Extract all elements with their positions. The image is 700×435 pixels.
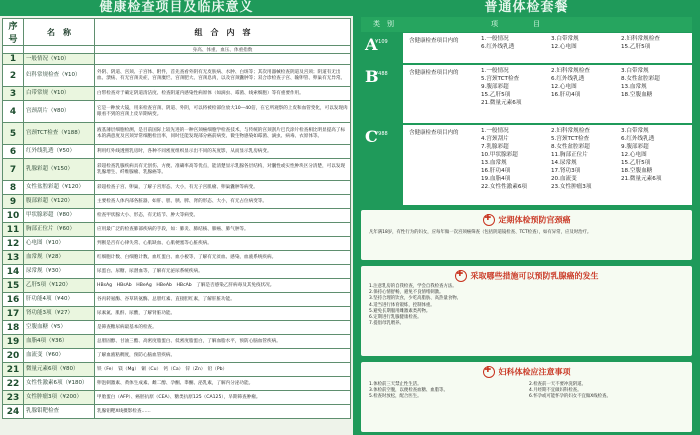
- row-desc: 它是一种放大镜，用来检查宫颈、阴道、外阴，可以将被检部位放大10—40倍，在它所观察的上皮和血管变化，可以发现肉眼看不到的宫颈上皮早期病变。: [95, 101, 351, 123]
- table-row: [3, 321, 351, 335]
- row-name: 妇科常规检查（¥10）: [24, 65, 95, 87]
- table-row: [3, 87, 351, 101]
- package-letter: C: [365, 127, 378, 146]
- table-row: [3, 209, 351, 223]
- row-desc: 判断是否有心律失常、心肌缺血、心肌梗塞等心脏疾病。: [95, 237, 351, 251]
- box-title: ✚妇科体检应注意事项: [361, 366, 692, 378]
- row-no: 14: [3, 265, 24, 279]
- left-title: 健康检查项目及临床意义: [0, 0, 353, 16]
- row-no: 5: [3, 123, 24, 145]
- package-item: 10.甲状腺彩超: [481, 152, 518, 158]
- package-item: 1.一般情况: [481, 128, 509, 134]
- list-item: 2.检查前一天不要冲洗阴道。: [529, 382, 586, 387]
- package-item: 17.肾功3项: [551, 168, 581, 174]
- row-no: 18: [3, 321, 24, 335]
- package-item: 2.妇科常规检查: [621, 36, 660, 42]
- package-item: 9.腹部彩超: [621, 144, 649, 150]
- table-row: [3, 181, 351, 195]
- row-name: 一般情况（¥10）: [24, 54, 95, 65]
- package-item: 12.心电图: [551, 84, 577, 90]
- row-no: 15: [3, 279, 24, 293]
- row-desc: 铁（Fe） 镁（Mg） 铜（Cu） 钙（Ca） 锌（Zn） 铅（Pb）: [95, 363, 351, 377]
- row-desc: 彩超检查子宫、卵巢，了解子宫形态、大小，有无子宫肌瘤、卵巢囊肿等病变。: [95, 181, 351, 195]
- list-item: 4.月经期不宜做妇科检查。: [529, 388, 582, 394]
- exam-table: [2, 18, 351, 419]
- package-item: 6.红外线乳透: [621, 136, 655, 142]
- package-letter: B: [365, 67, 379, 86]
- row-name: 宫颈TCT检查（¥188）: [24, 123, 95, 145]
- box-title: ✚定期体检预防宫颈癌: [361, 214, 692, 226]
- table-row: [3, 349, 351, 363]
- table-row: [3, 307, 351, 321]
- row-name: 红外线乳透（¥50）: [24, 145, 95, 159]
- row-name: 女性性激素6项（¥180）: [24, 377, 95, 391]
- package-item: 8.女性盆腔彩超: [551, 144, 590, 150]
- table-row: [3, 54, 351, 65]
- package-item: 16.肝功4项: [481, 168, 511, 174]
- row-desc: 应用最广泛的检查肺部疾病的手段，如：肺炎、肺结核、肺癌、肺气肿等。: [95, 223, 351, 237]
- table-row: [3, 335, 351, 349]
- box-title: ✚采取哪些措施可以预防乳腺癌的发生: [361, 270, 692, 282]
- package-b: [361, 65, 692, 123]
- package-item: 22.女性性激素6项: [481, 184, 528, 190]
- box-list: [369, 382, 684, 401]
- table-row: [3, 363, 351, 377]
- subheader: 身高、体重、血压、体重指数: [95, 46, 351, 54]
- row-name: 肾功能3项（¥27）: [24, 307, 95, 321]
- header-desc: 组 合 内 容: [95, 19, 351, 46]
- list-item: 3.体检前空腹，以便检查血糖、血脂等。: [369, 388, 448, 394]
- package-item: 19.血脂4项: [481, 176, 511, 182]
- row-desc: 主要检查人体内部各脏器，如肝、胆、胰、脾、肾的形态、大小，有无占位病变等。: [95, 195, 351, 209]
- row-desc: [95, 54, 351, 65]
- package-item: 13.血常规: [481, 160, 507, 166]
- box-notes: [361, 362, 692, 432]
- package-item: 15.乙肝5项: [621, 160, 651, 166]
- package-includes: 含健康检查项目内的: [409, 38, 459, 44]
- row-name: 宫颈刮片（¥80）: [24, 101, 95, 123]
- table-row: [3, 237, 351, 251]
- row-no: 10: [3, 209, 24, 223]
- package-item: 12.心电图: [551, 44, 577, 50]
- package-item: 11.胸部正位片: [551, 152, 588, 158]
- row-name: 肝功能4项（¥40）: [24, 293, 95, 307]
- row-desc: 尿蛋白、尿糖、尿潜血等，了解有无泌尿系统疾病。: [95, 265, 351, 279]
- table-row: [3, 251, 351, 265]
- package-item: 4.宫颈刮片: [481, 136, 509, 142]
- row-no: 11: [3, 223, 24, 237]
- table-row: [3, 123, 351, 145]
- row-name: 空腹血糖（¥5）: [24, 321, 95, 335]
- box-breast: [361, 266, 692, 356]
- package-item: 15.乙肝5项: [621, 44, 651, 50]
- row-name: 白带常规（¥10）: [24, 87, 95, 101]
- package-item: 2.妇科常规检查: [551, 128, 590, 134]
- table-row: [3, 159, 351, 181]
- package-item: 3.白带常规: [551, 36, 579, 42]
- table-row: [3, 391, 351, 405]
- row-desc: 利用红外线透照乳房时，各种不同密度组织显示出不同的灰度影，从而显示乳房病变。: [95, 145, 351, 159]
- row-desc: 卵泡刺激素、黄体生成素、雌二醇、孕酮、睾酮、泌乳素，了解内分泌功能。: [95, 377, 351, 391]
- package-item: 5.宫颈TCT检查: [481, 76, 520, 82]
- package-includes: 含健康检查项目内的: [409, 70, 459, 76]
- list-item: 5.检查时放松，配合医生。: [369, 394, 422, 400]
- row-name: 微量元素6项（¥80）: [24, 363, 95, 377]
- package-a: [361, 33, 692, 63]
- row-no: 24: [3, 405, 24, 419]
- package-items: [481, 67, 691, 107]
- package-item: 7.乳腺彩超: [481, 144, 509, 150]
- package-item: 20.血流变: [551, 176, 577, 182]
- row-desc: 谷丙转氨酶、谷草转氨酶、总胆红素、直接胆红素，了解肝脏功能。: [95, 293, 351, 307]
- package-item: 21.微量元素6项: [481, 100, 522, 106]
- row-desc: 乳腺钼靶X线摄影检查……: [95, 405, 351, 419]
- row-name: 女性盆腔彩超（¥120）: [24, 181, 95, 195]
- row-name: 心电图（¥10）: [24, 237, 95, 251]
- package-letter: A: [365, 35, 378, 54]
- row-no: 21: [3, 363, 24, 377]
- package-item: 2.妇科常规检查: [551, 68, 590, 74]
- row-no: 22: [3, 377, 24, 391]
- list-item: 1.注意乳房的自我检查，学会自我检查方法。: [369, 284, 457, 289]
- header-no: 序号: [3, 19, 24, 46]
- row-no: 23: [3, 391, 24, 405]
- table-row: [3, 377, 351, 391]
- package-item: 23.女性肿瘤3项: [551, 184, 592, 190]
- row-name: 腹部彩超（¥120）: [24, 195, 95, 209]
- row-no: 16: [3, 293, 24, 307]
- table-row: [3, 279, 351, 293]
- package-tag: [361, 33, 403, 63]
- list-item: 2.保持心情舒畅，避免不良情绪刺激。: [369, 290, 444, 296]
- table-row: [3, 195, 351, 209]
- row-no: 8: [3, 181, 24, 195]
- row-no: 13: [3, 251, 24, 265]
- row-desc: 外阴、阴道、宫颈、子宫体、附件，首先查看外阴有无皮肤病、水肿、白斑等；其次用器械检查阴道及宫颈；阴道有无出血、溃疡、有无宫颈炎症，宫颈糜烂、宫颈肥大、宫颈息肉，以及宫颈囊肿等；双合诊检查子宫、输卵管、卵巢有无异常。: [95, 65, 351, 87]
- list-item: 4.适当进行体育锻炼，控制体重。: [369, 302, 435, 308]
- package-price: ¥988: [375, 131, 388, 137]
- table-row: [3, 101, 351, 123]
- medical-cross-icon: [455, 270, 467, 282]
- row-name: 乳腺彩超（¥150）: [24, 159, 95, 181]
- row-no: 12: [3, 237, 24, 251]
- row-name: 胸部正位片（¥60）: [24, 223, 95, 237]
- row-name: 乙肝5项（¥120）: [24, 279, 95, 293]
- row-desc: 了解血液粘稠度，预防心脑血管疾病。: [95, 349, 351, 363]
- row-desc: 液基薄层细胞检测，是目前国际上较先进的一种宫颈癌细胞学检查技术，与传统的宫颈刮片巴氏涂片检查相比明显提高了标本的满意度及宫颈异常细胞检出率，同时还能发现部分癌前病变、微生物感染如霉菌、滴虫、病毒、衣原体等。: [95, 123, 351, 145]
- row-desc: HBsAg HBsAb HBeAg HBeAb HBcAb 了解是否感染乙肝病毒及其免疫状况。: [95, 279, 351, 293]
- package-includes: 含健康检查项目内的: [409, 130, 459, 136]
- row-name: 血流变（¥60）: [24, 349, 95, 363]
- right-panel: [353, 0, 700, 435]
- medical-cross-icon: [483, 214, 495, 226]
- package-item: 1.一般情况: [481, 68, 509, 74]
- row-no: 3: [3, 87, 24, 101]
- header-name: 名 称: [24, 19, 95, 46]
- row-name: 尿常规（¥30）: [24, 265, 95, 279]
- row-name: 血常规（¥28）: [24, 251, 95, 265]
- row-name: 乳腺钼靶检查: [24, 405, 95, 419]
- table-row: [3, 293, 351, 307]
- package-item: 18.空腹血糖: [621, 92, 653, 98]
- package-item: 16.肝功4项: [551, 92, 581, 98]
- row-no: 19: [3, 335, 24, 349]
- row-name: 甲状腺彩超（¥80）: [24, 209, 95, 223]
- row-no: 2: [3, 65, 24, 87]
- package-tag: [361, 125, 403, 205]
- row-desc: 甲胎蛋白（AFP）、癌胚抗原（CEA）、糖类抗原125（CA125），早期筛查肿瘤。: [95, 391, 351, 405]
- list-item: 3.坚持合理的饮食，少吃高脂肪、高热量食物。: [369, 296, 462, 302]
- package-item: 5.宫颈TCT检查: [551, 136, 590, 142]
- row-desc: 红细胞计数、白细胞计数、血红蛋白、血小板等，了解有无贫血、感染、血液系统疾病。: [95, 251, 351, 265]
- package-items: [481, 35, 691, 51]
- package-item: 1.一般情况: [481, 36, 509, 42]
- row-desc: 总胆固醇、甘油三酯、高密度脂蛋白、低密度脂蛋白，了解血脂水平，预防心脑血管疾病。: [95, 335, 351, 349]
- package-item: 14.尿常规: [551, 160, 577, 166]
- medical-cross-icon: [483, 366, 495, 378]
- package-price: ¥109: [375, 39, 388, 45]
- row-no: 17: [3, 307, 24, 321]
- row-no: 1: [3, 54, 24, 65]
- row-name: 血脂4项（¥36）: [24, 335, 95, 349]
- list-item: 6.怀孕或可能怀孕的妇女不宜做X线检查。: [529, 394, 611, 400]
- right-title: 普通体检套餐: [484, 0, 569, 15]
- package-item: 15.乙肝5项: [481, 92, 511, 98]
- package-header-category: 类 别: [373, 20, 394, 28]
- package-item: 18.空腹血糖: [621, 168, 653, 174]
- package-item: 6.红外线乳透: [551, 76, 585, 82]
- package-item: 6.红外线乳透: [481, 44, 515, 50]
- row-desc: 检查甲状腺大小、形态，有无结节、肿大等病变。: [95, 209, 351, 223]
- package-item: 8.女性盆腔彩超: [621, 76, 660, 82]
- row-desc: 是筛查糖尿病最基本的检查。: [95, 321, 351, 335]
- table-row: [3, 65, 351, 87]
- row-name: 女性肿瘤3项（¥200）: [24, 391, 95, 405]
- table-row: [3, 405, 351, 419]
- package-header-items: 项 目: [491, 20, 554, 28]
- row-desc: 白带检查对于确定阴道清洁度、检查阴道内感染性病原体（如滴虫、霉菌、线索细胞）等有重要作用。: [95, 87, 351, 101]
- package-header: [361, 17, 692, 32]
- box-cervical: [361, 210, 692, 260]
- box-list: [369, 284, 684, 327]
- list-item: 6.定期进行乳腺健康检查。: [369, 315, 422, 321]
- row-desc: 彩超检查乳腺疾病具有无创伤、方便、准确率高等优点，能清楚显示乳腺各层结构，对囊性或实性肿块区分清楚，可以发现乳腺增生、纤维腺瘤、乳腺癌等。: [95, 159, 351, 181]
- package-item: 3.白带常规: [621, 68, 649, 74]
- package-tag: [361, 65, 403, 123]
- package-item: 21.微量元素6项: [621, 176, 662, 182]
- row-no: 6: [3, 145, 24, 159]
- row-no: 9: [3, 195, 24, 209]
- package-item: 13.血常规: [621, 84, 647, 90]
- package-price: ¥488: [375, 71, 388, 77]
- table-row: [3, 145, 351, 159]
- package-item: 12.心电图: [621, 152, 647, 158]
- package-item: 9.腹部彩超: [481, 84, 509, 90]
- table-row: [3, 265, 351, 279]
- list-item: 7.提倡母乳喂养。: [369, 321, 404, 327]
- list-item: 5.避免长期服用雌激素类药物。: [369, 308, 431, 314]
- row-no: 20: [3, 349, 24, 363]
- package-item: 3.白带常规: [621, 128, 649, 134]
- row-no: 7: [3, 159, 24, 181]
- table-row: [3, 223, 351, 237]
- package-c: [361, 125, 692, 205]
- row-desc: 尿素氮、肌酐、尿酸，了解肾脏功能。: [95, 307, 351, 321]
- box-text: 凡年满18岁，有性行为的妇女，应每年做一次宫颈癌筛查（包括阴道镜检查、TCT检查），如有异常，应及时治疗。: [369, 230, 592, 235]
- list-item: 1.体检前三天禁止性生活。: [369, 382, 422, 387]
- row-no: 4: [3, 101, 24, 123]
- package-items: [481, 127, 691, 191]
